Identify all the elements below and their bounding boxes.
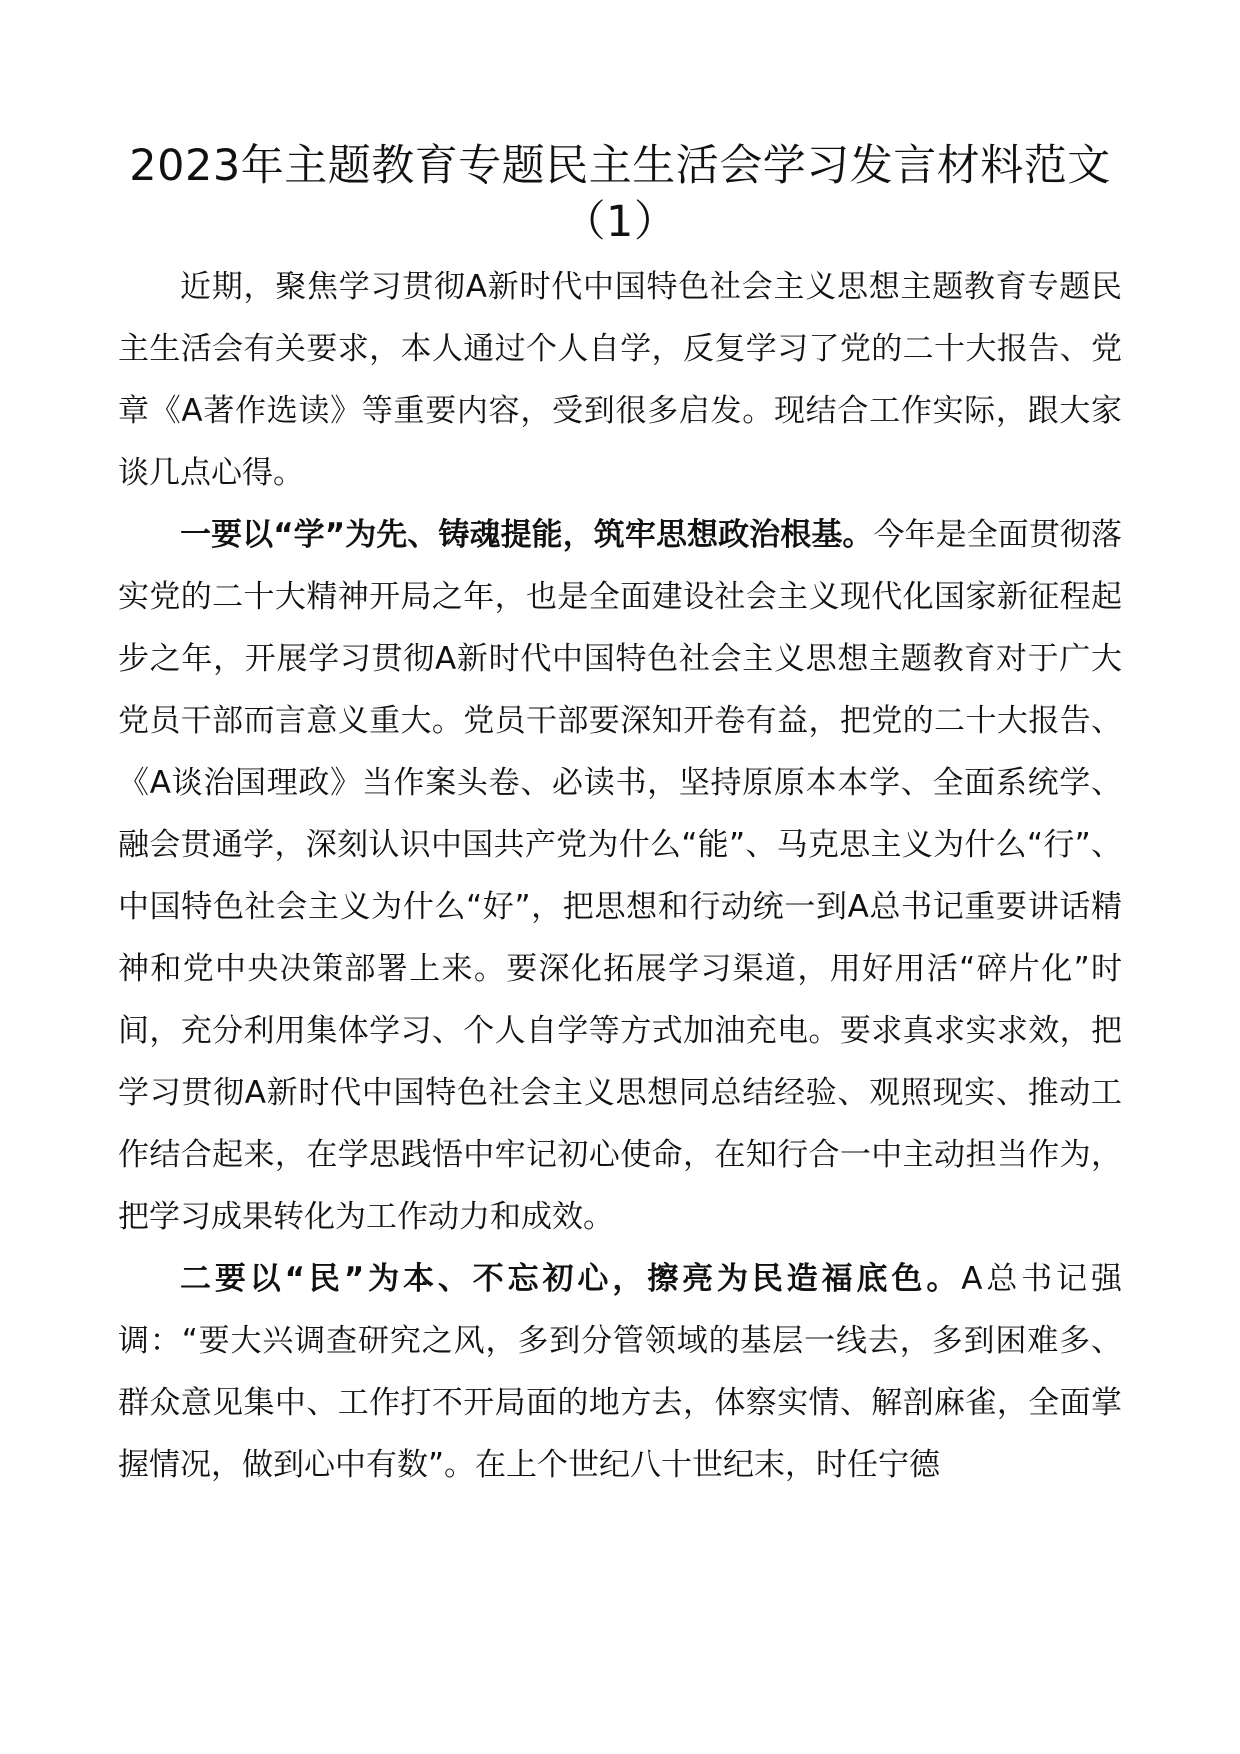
document-title: 2023年主题教育专题民主生活会学习发言材料范文（1）: [129, 141, 1111, 247]
paragraph-lead: 一要以“学”为先、铸魂提能，筑牢思想政治根基。: [180, 517, 874, 553]
paragraph-text: 近期，聚焦学习贯彻A新时代中国特色社会主义思想主题教育专题民主生活会有关要求，本人通过个人自学，反复学习了党的二十大报告、党章《A著作选读》等重要内容，受到很多启发。现结合工作实际，跟大家谈几点心得。: [118, 269, 1122, 491]
paragraph-point-one: [118, 504, 1122, 1248]
document-body: [118, 256, 1122, 1496]
paragraph-lead: 二要以“民”为本、不忘初心，擦亮为民造福底色。: [180, 1261, 962, 1297]
paragraph-point-two: [118, 1248, 1122, 1496]
paragraph-intro: [118, 256, 1122, 504]
paragraph-text: 今年是全面贯彻落实党的二十大精神开局之年，也是全面建设社会主义现代化国家新征程起步之年，开展学习贯彻A新时代中国特色社会主义思想主题教育对于广大党员干部而言意义重大。党员干部要深知开卷有益，把党的二十大报告、《A谈治国理政》当作案头卷、必读书，坚持原原本本学、全面系统学、融会贯通学，深刻认识中国共产党为什么“能”、马克思主义为什么“行”、中国特色社会主义为什么“好”，把思想和行动统一到A总书记重要讲话精神和党中央决策部署上来。要深化拓展学习渠道，用好用活“碎片化”时间，充分利用集体学习、个人自学等方式加油充电。要求真求实求效，把学习贯彻A新时代中国特色社会主义思想同总结经验、观照现实、推动工作结合起来，在学思践悟中牢记初心使命，在知行合一中主动担当作为，把学习成果转化为工作动力和成效。: [118, 517, 1123, 1235]
paragraph-text: A总书记强调：“要大兴调查研究之风，多到分管领域的基层一线去，多到困难多、群众意见集中、工作打不开局面的地方去，体察实情、解剖麻雀，全面掌握情况，做到心中有数”。在上个世纪八十世纪末，时任宁德: [118, 1261, 1122, 1483]
